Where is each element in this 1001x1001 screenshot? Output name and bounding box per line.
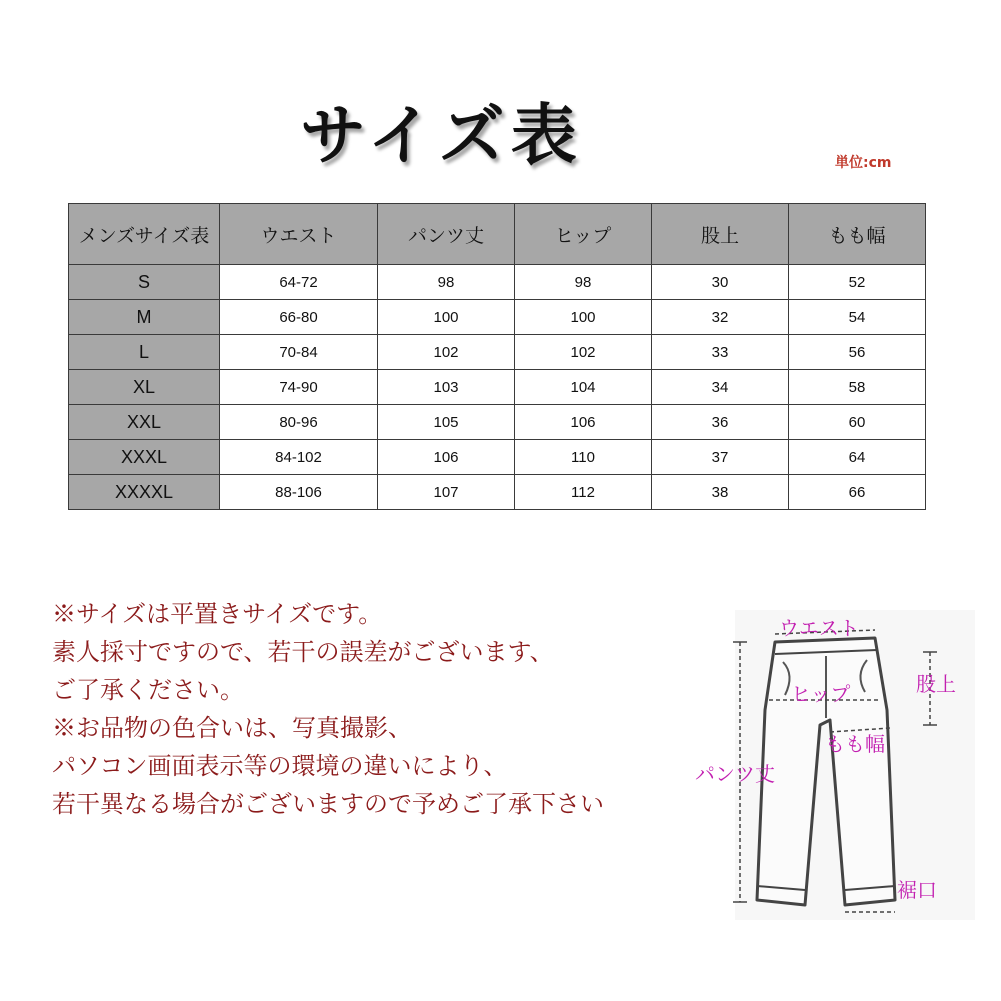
cell-size: M xyxy=(69,300,220,335)
cell-length: 105 xyxy=(378,405,515,440)
note-line: ※お品物の色合いは、写真撮影、 xyxy=(52,714,412,742)
cell-rise: 36 xyxy=(652,405,789,440)
note-line: 素人採寸ですので、若干の誤差がございます、 xyxy=(52,638,554,666)
label-waist: ウエスト xyxy=(779,616,859,640)
label-length: パンツ丈 xyxy=(695,762,775,786)
cell-rise: 32 xyxy=(652,300,789,335)
cell-hip: 98 xyxy=(515,265,652,300)
cell-waist: 66-80 xyxy=(220,300,378,335)
page-title: サイズ表 xyxy=(300,97,583,174)
notes-block xyxy=(52,595,702,823)
header-hip: ヒップ xyxy=(515,204,652,265)
cell-hip: 102 xyxy=(515,335,652,370)
label-thigh: もも幅 xyxy=(825,732,885,756)
label-hem: 裾口 xyxy=(897,878,937,902)
table-row xyxy=(69,335,926,370)
table-row xyxy=(69,300,926,335)
cell-length: 107 xyxy=(378,475,515,510)
cell-waist: 74-90 xyxy=(220,370,378,405)
cell-rise: 30 xyxy=(652,265,789,300)
cell-waist: 80-96 xyxy=(220,405,378,440)
table-row xyxy=(69,440,926,475)
note-line: 若干異なる場合がございますので予めご了承下さい xyxy=(52,790,604,818)
cell-hip: 106 xyxy=(515,405,652,440)
table-row xyxy=(69,475,926,510)
cell-hip: 104 xyxy=(515,370,652,405)
table-header-row xyxy=(69,204,926,265)
cell-length: 100 xyxy=(378,300,515,335)
cell-hip: 100 xyxy=(515,300,652,335)
cell-waist: 70-84 xyxy=(220,335,378,370)
note-line: ご了承ください。 xyxy=(52,676,244,704)
cell-waist: 88-106 xyxy=(220,475,378,510)
cell-rise: 33 xyxy=(652,335,789,370)
header-length: パンツ丈 xyxy=(378,204,515,265)
table-row xyxy=(69,370,926,405)
unit-label: 単位:cm xyxy=(835,155,892,171)
cell-thigh: 52 xyxy=(789,265,926,300)
cell-size: S xyxy=(69,265,220,300)
cell-rise: 37 xyxy=(652,440,789,475)
pants-diagram xyxy=(695,600,985,930)
cell-length: 106 xyxy=(378,440,515,475)
cell-thigh: 58 xyxy=(789,370,926,405)
cell-thigh: 56 xyxy=(789,335,926,370)
header-thigh: もも幅 xyxy=(789,204,926,265)
cell-waist: 84-102 xyxy=(220,440,378,475)
cell-length: 103 xyxy=(378,370,515,405)
cell-thigh: 66 xyxy=(789,475,926,510)
cell-size: XXL xyxy=(69,405,220,440)
cell-waist: 64-72 xyxy=(220,265,378,300)
label-hip: ヒップ xyxy=(791,682,851,706)
cell-size: XXXXL xyxy=(69,475,220,510)
table-row xyxy=(69,265,926,300)
header-size: メンズサイズ表 xyxy=(69,204,220,265)
table-row xyxy=(69,405,926,440)
size-table xyxy=(68,203,926,510)
cell-hip: 112 xyxy=(515,475,652,510)
cell-size: L xyxy=(69,335,220,370)
cell-size: XL xyxy=(69,370,220,405)
cell-length: 102 xyxy=(378,335,515,370)
cell-thigh: 54 xyxy=(789,300,926,335)
cell-thigh: 60 xyxy=(789,405,926,440)
cell-rise: 38 xyxy=(652,475,789,510)
header-waist: ウエスト xyxy=(220,204,378,265)
note-line: ※サイズは平置きサイズです。 xyxy=(52,600,383,628)
note-line: パソコン画面表示等の環境の違いにより、 xyxy=(52,752,508,780)
header-rise: 股上 xyxy=(652,204,789,265)
cell-thigh: 64 xyxy=(789,440,926,475)
cell-rise: 34 xyxy=(652,370,789,405)
label-rise: 股上 xyxy=(916,672,956,696)
cell-hip: 110 xyxy=(515,440,652,475)
cell-size: XXXL xyxy=(69,440,220,475)
cell-length: 98 xyxy=(378,265,515,300)
